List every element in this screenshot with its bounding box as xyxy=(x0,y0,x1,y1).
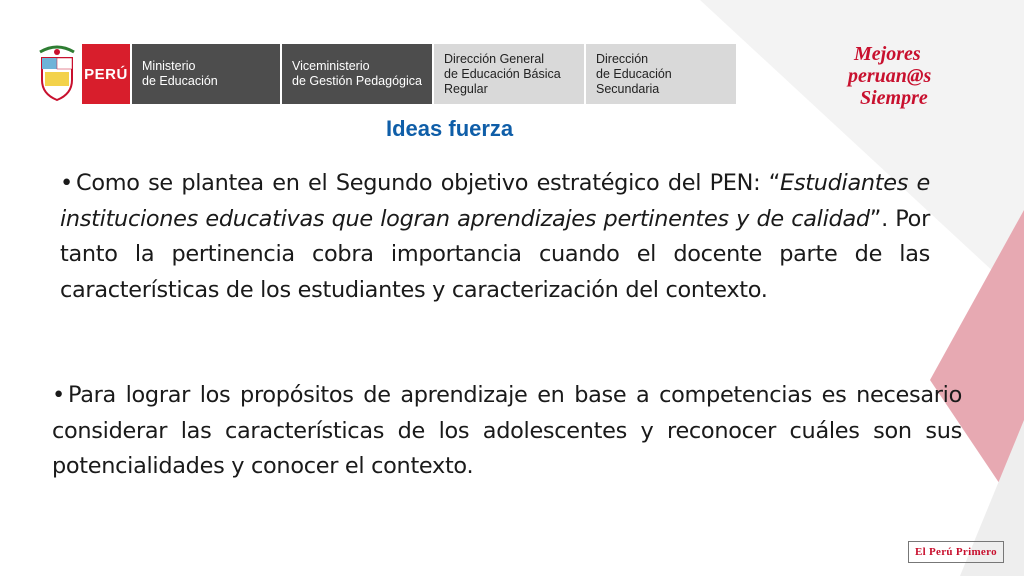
ministry-box xyxy=(132,44,280,104)
peru-label: PERÚ xyxy=(82,44,130,104)
bullet2-text: Para lograr los propósitos de aprendizaje en base a competencias es necesario considerar las características de los adolescentes y reconocer cuáles son sus potencialidades y conocer el contexto. xyxy=(52,382,962,479)
bullet1-text-part1: Como se plantea en el Segundo objetivo estratégico del PEN: “ xyxy=(76,170,781,196)
slogan-line1: Mejores xyxy=(854,43,921,65)
bullet-paragraph-2 xyxy=(52,378,962,485)
bullet-icon: • xyxy=(60,170,73,196)
direction-secondary-line1: Dirección xyxy=(596,51,649,66)
slogan-logo xyxy=(846,40,942,112)
slogan-line2: peruan@s xyxy=(848,65,932,87)
slide-title: Ideas fuerza xyxy=(386,116,514,141)
direction-secondary-line2: de Educación Secundaria xyxy=(596,66,672,96)
direction-general-line2: de Educación Básica xyxy=(444,66,561,81)
footer-logo: El Perú Primero xyxy=(908,541,1004,563)
direction-general-line1: Dirección General xyxy=(444,51,545,66)
coat-of-arms-icon xyxy=(36,44,78,104)
direction-general-box xyxy=(434,44,584,104)
bullet1-quote: Estudiantes e instituciones educativas que logran aprendizajes pertinentes y de calidad xyxy=(60,170,930,232)
bullet-icon: • xyxy=(52,382,65,408)
direction-secondary-box xyxy=(586,44,736,104)
bullet-paragraph-1 xyxy=(60,166,930,308)
viceministry-line1: Viceministerio xyxy=(292,59,370,73)
government-header xyxy=(36,44,736,104)
viceministry-box xyxy=(282,44,432,104)
direction-general-line3: Regular xyxy=(444,81,488,96)
viceministry-line2: de Gestión Pedagógica xyxy=(292,74,422,88)
slogan-line3: Siempre xyxy=(860,87,928,109)
bullet1-text-part2: ”. Por tanto la pertinencia cobra importancia cuando el docente parte de las características de los estudiantes y caracterización del contexto. xyxy=(60,205,930,303)
ministry-line1: Ministerio xyxy=(142,59,196,73)
ministry-line2: de Educación xyxy=(142,74,218,88)
